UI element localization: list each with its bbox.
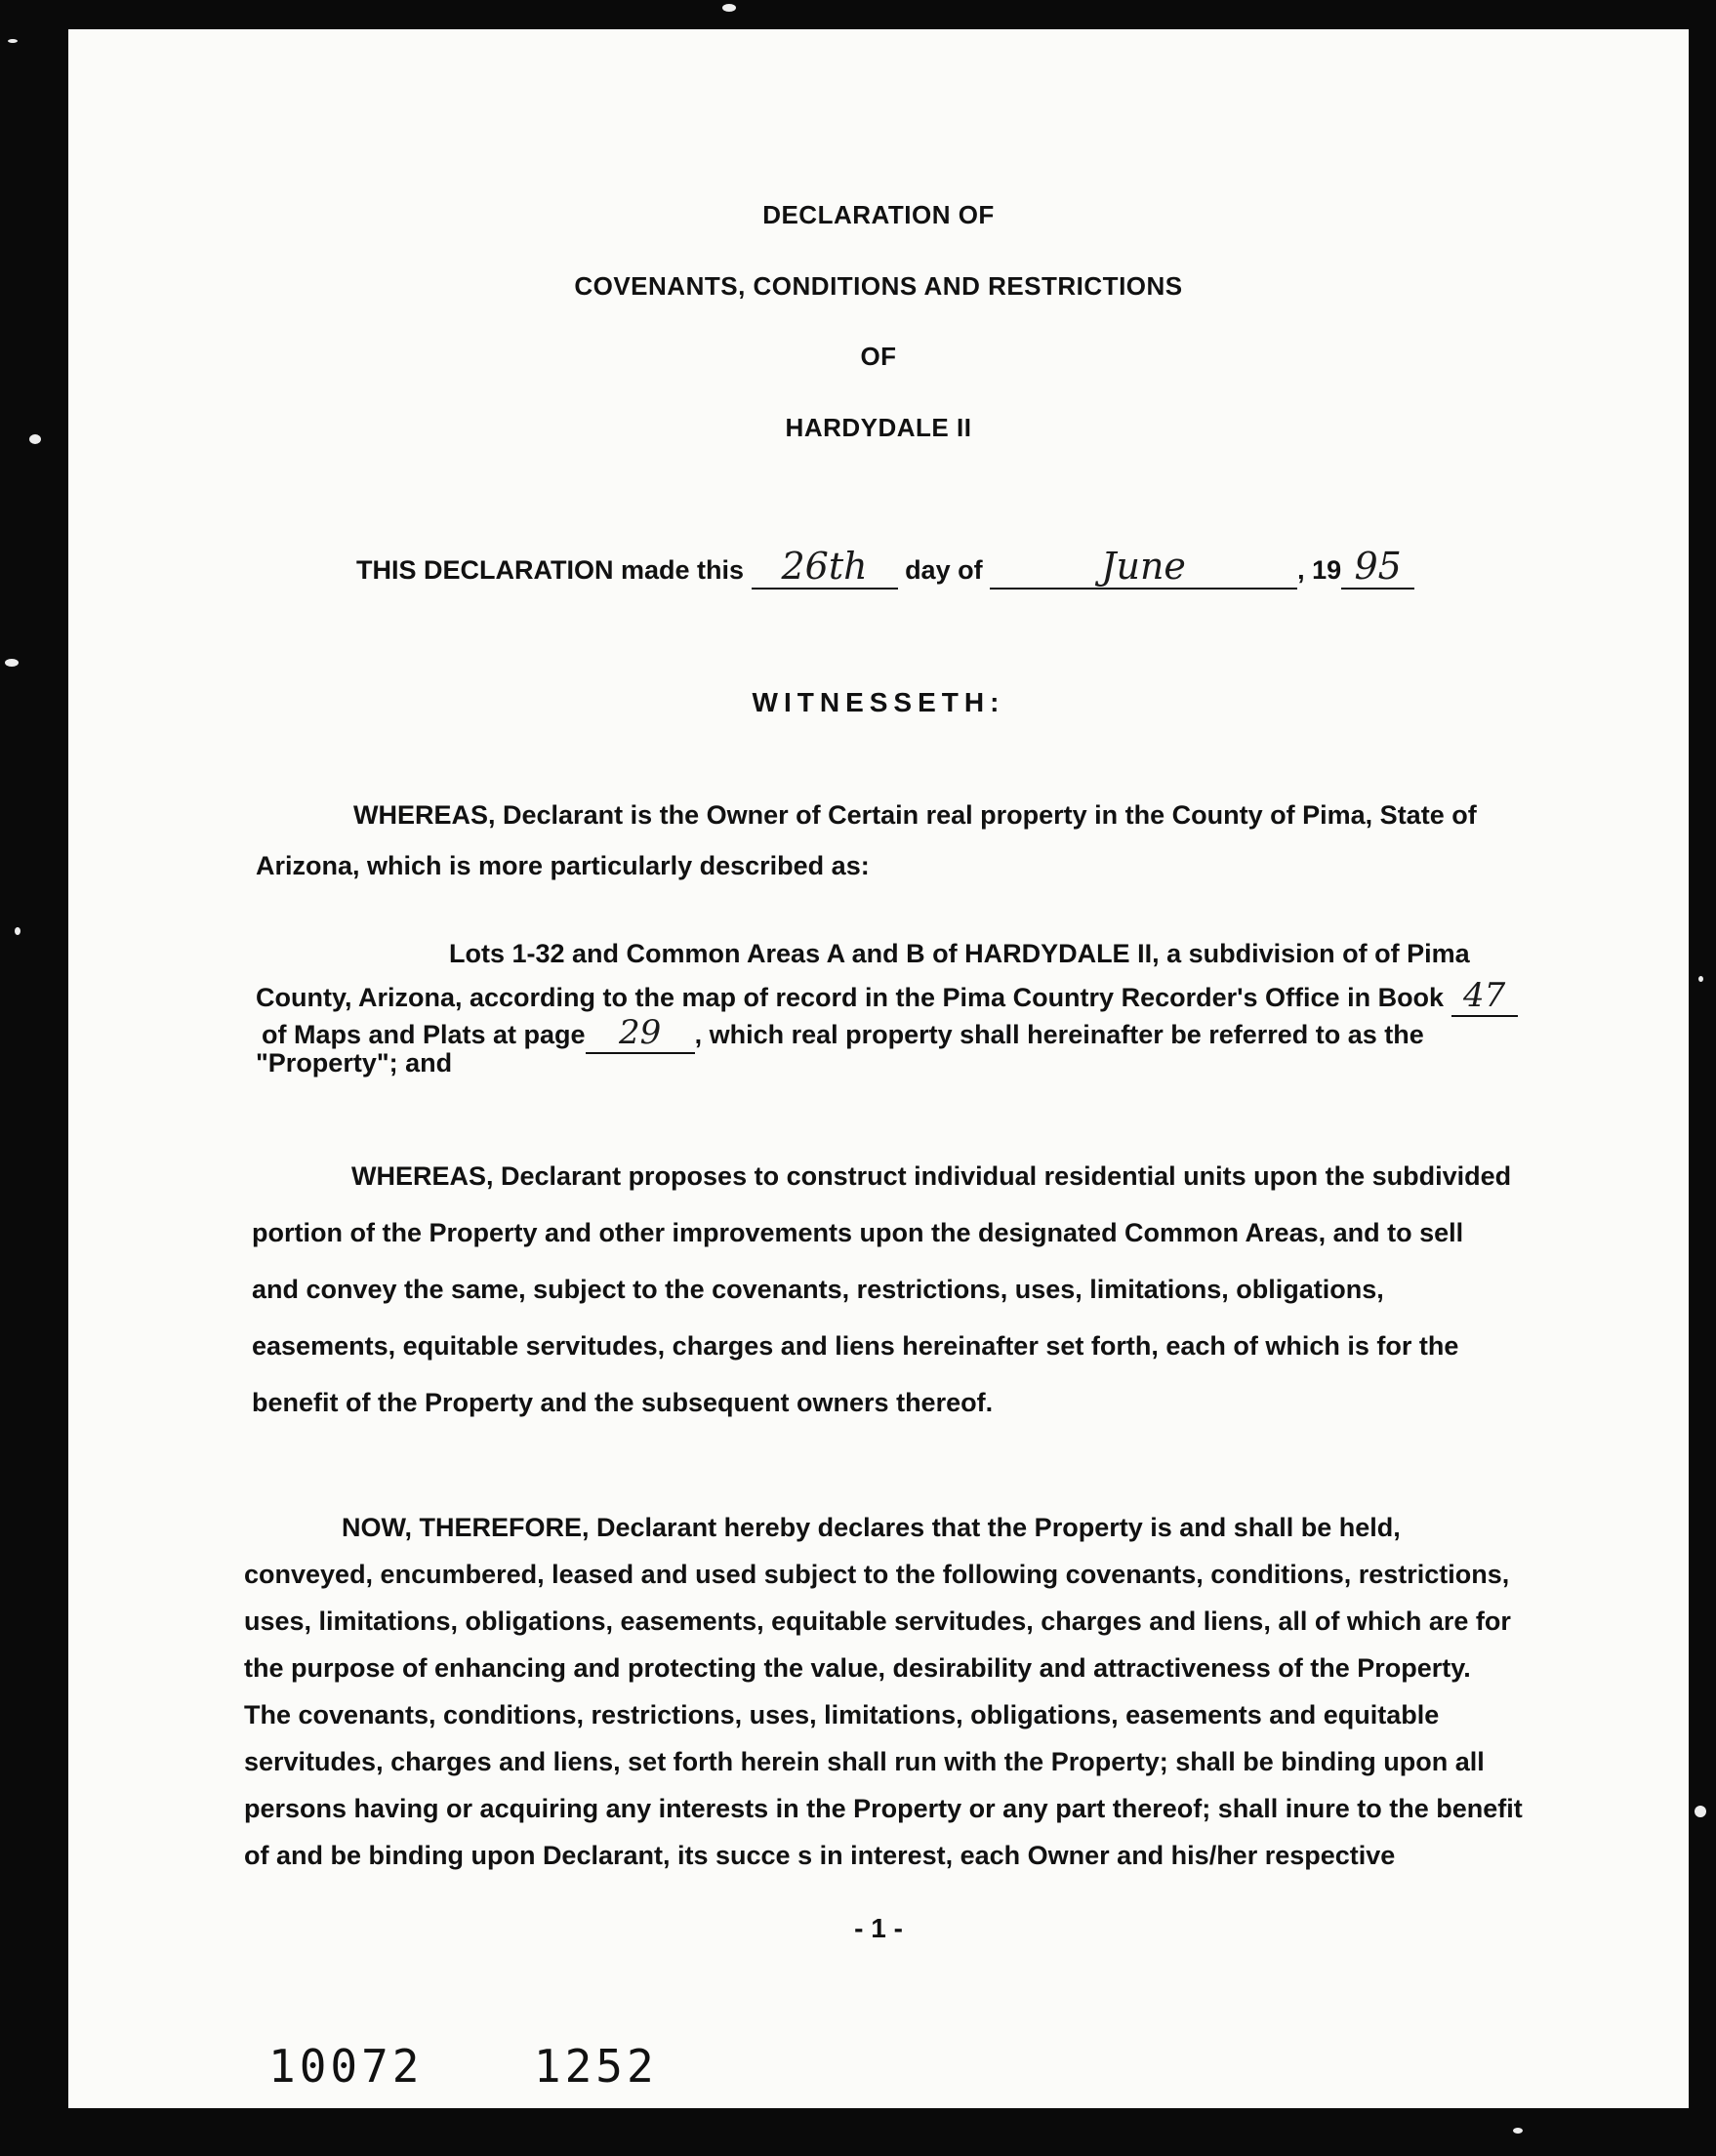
legal-line-2-text: County, Arizona, according to the map of record in the Pima Country Recorder's Office in Book [256,983,1445,1012]
legal-line-3-prefix: of Maps and Plats at page [262,1020,586,1049]
legal-line-3-suffix: , which real property shall hereinafter be referred to as the [694,1020,1424,1049]
now-therefore-line-2: conveyed, encumbered, leased and used subject to the following covenants, conditions, restrictions, [244,1560,1510,1589]
year-handwritten: 95 [1341,545,1414,590]
now-therefore-line-6: servitudes, charges and liens, set forth herein shall run with the Property; shall be binding upon all [244,1747,1485,1776]
scan-speck [29,434,41,444]
title-line-3: OF [860,342,897,371]
scan-speck [1513,2128,1523,2134]
now-therefore-line-7: persons having or acquiring any interests in the Property or any part thereof; shall inure to the benefit [244,1794,1523,1823]
page-handwritten: 29 [586,1013,695,1054]
witnesseth-heading: WITNESSETH: [752,687,1005,717]
scan-speck [1698,976,1703,982]
declaration-date-line [356,545,1414,590]
month-handwritten: June [990,545,1297,590]
scan-speck [8,39,18,43]
whereas2-line-5: benefit of the Property and the subsequent owners thereof. [252,1388,994,1417]
day-handwritten: 26th [752,545,898,590]
legal-line-4: "Property"; and [256,1048,453,1078]
now-therefore-line-3: uses, limitations, obligations, easements, equitable servitudes, charges and liens, all of which are for [244,1607,1511,1636]
recording-stamp [268,2040,658,2093]
title-line-1: DECLARATION OF [762,200,995,229]
page-number: - 1 - [854,1913,903,1943]
legal-line-2 [256,976,1518,1017]
now-therefore-line-1: NOW, THEREFORE, Declarant hereby declares that the Property is and shall be held, [342,1513,1401,1542]
scan-speck [722,4,736,12]
year-prefix: , 19 [1297,555,1342,585]
now-therefore-line-4: the purpose of enhancing and protecting the value, desirability and attractiveness of the Property. [244,1653,1471,1683]
now-therefore-line-8: of and be binding upon Declarant, its succe s in interest, each Owner and his/her respective [244,1841,1396,1870]
whereas2-line-2: portion of the Property and other improvements upon the designated Common Areas, and to sell [252,1218,1464,1247]
whereas2-line-1: WHEREAS, Declarant proposes to construct individual residential units upon the subdivided [351,1161,1512,1191]
declaration-middle: day of [905,555,983,585]
stamp-page: 1252 [533,2040,658,2093]
book-handwritten: 47 [1451,976,1518,1017]
legal-line-1: Lots 1-32 and Common Areas A and B of HARDYDALE II, a subdivision of of Pima [449,939,1470,968]
whereas2-line-3: and convey the same, subject to the covenants, restrictions, uses, limitations, obligations, [252,1275,1384,1304]
scan-speck [5,659,19,667]
document-page [68,29,1689,2108]
scan-speck [1695,1806,1706,1817]
title-line-2: COVENANTS, CONDITIONS AND RESTRICTIONS [574,271,1183,301]
title-line-4: HARDYDALE II [785,413,972,442]
declaration-prefix: THIS DECLARATION made this [356,555,745,585]
now-therefore-line-5: The covenants, conditions, restrictions, uses, limitations, obligations, easements and equitable [244,1700,1440,1729]
whereas1-line-2: Arizona, which is more particularly described as: [256,851,870,880]
stamp-docket: 10072 [268,2040,424,2093]
scan-speck [15,927,20,935]
whereas1-line-1: WHEREAS, Declarant is the Owner of Certain real property in the County of Pima, State of [353,800,1477,830]
whereas2-line-4: easements, equitable servitudes, charges and liens hereinafter set forth, each of which is for the [252,1331,1459,1361]
